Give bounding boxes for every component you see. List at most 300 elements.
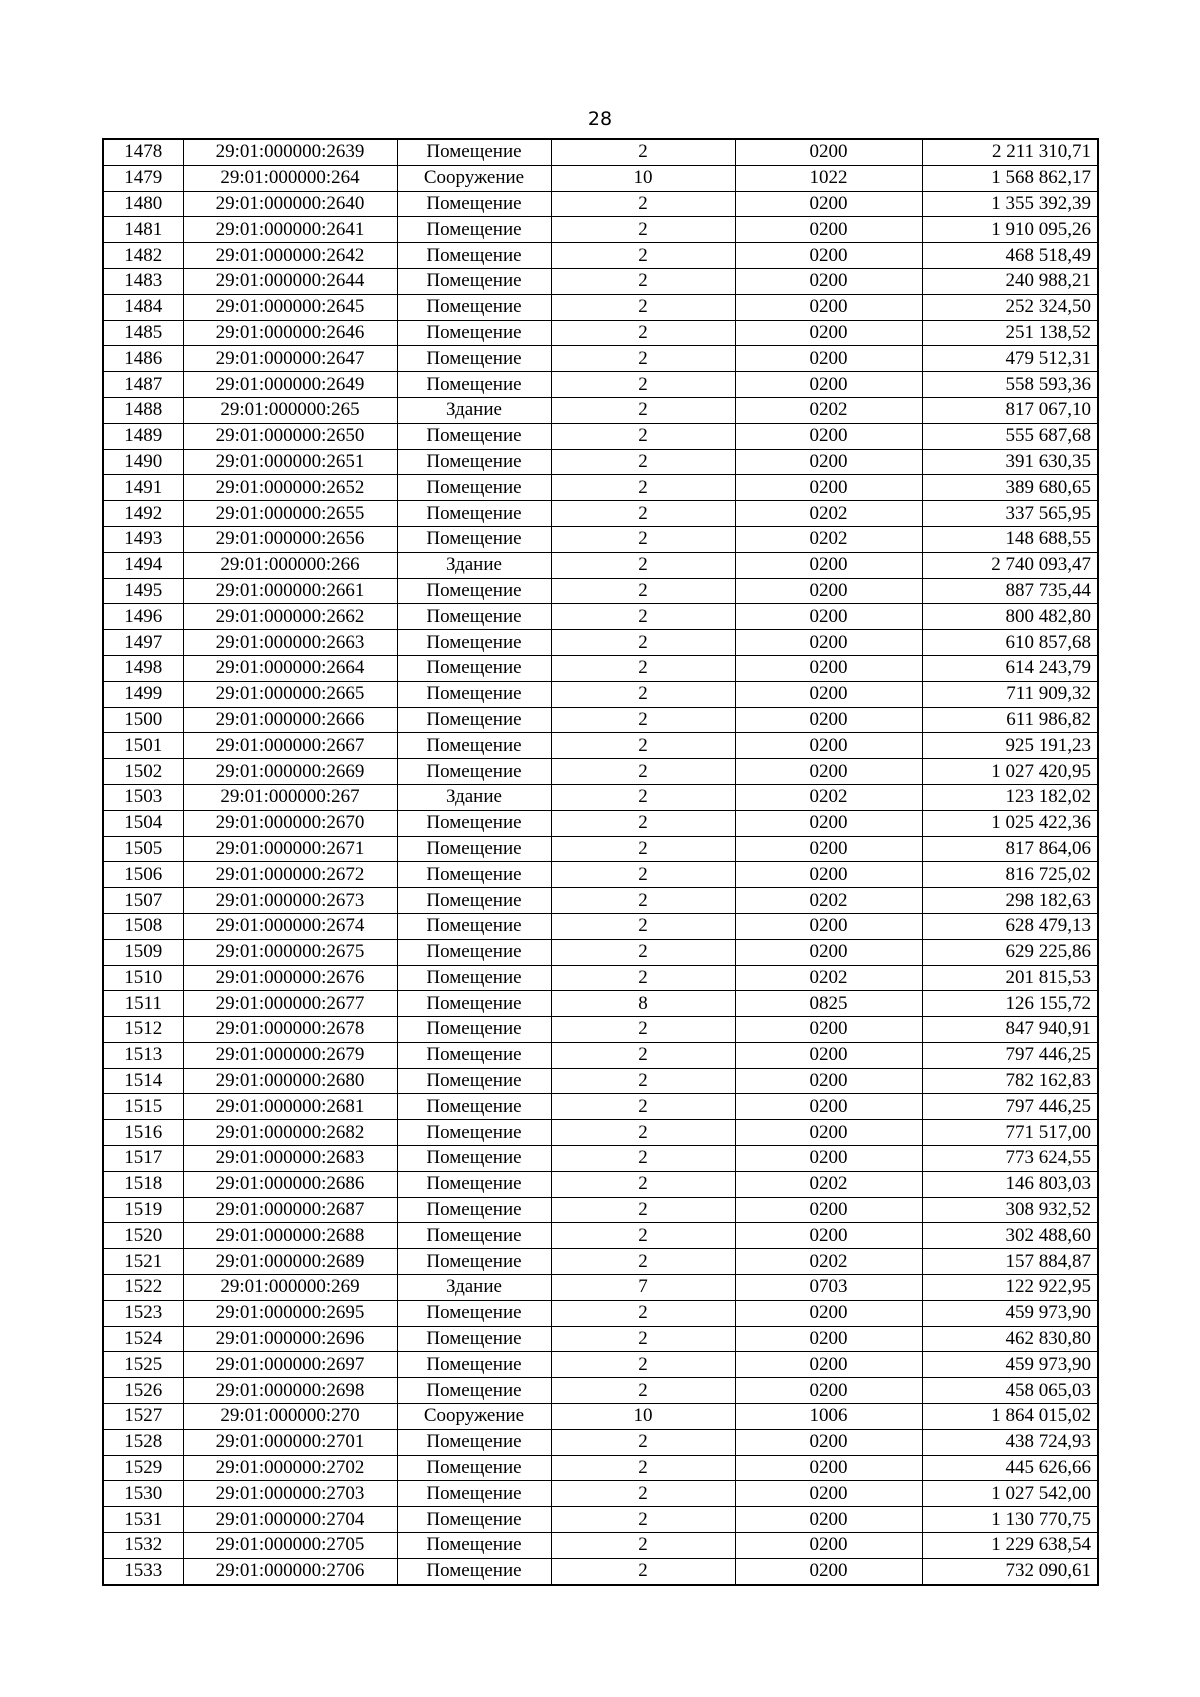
table-row (103, 1378, 1098, 1404)
object-type-cell: Помещение (397, 1429, 551, 1455)
cadastral-value-table (102, 138, 1099, 1586)
cadastral-value-cell: 459 973,90 (922, 1300, 1098, 1326)
cadastral-value-cell: 782 162,83 (922, 1068, 1098, 1094)
cadastral-value-cell: 1 229 638,54 (922, 1533, 1098, 1559)
cadastral-number-cell: 29:01:000000:2647 (183, 346, 397, 372)
table-row (103, 1455, 1098, 1481)
cadastral-number-cell: 29:01:000000:2665 (183, 681, 397, 707)
cadastral-number-cell: 29:01:000000:2683 (183, 1146, 397, 1172)
cadastral-number-cell: 29:01:000000:2673 (183, 888, 397, 914)
cadastral-number-cell: 29:01:000000:2675 (183, 939, 397, 965)
subgroup-code-cell: 0200 (735, 243, 922, 269)
cadastral-number-cell: 29:01:000000:2669 (183, 759, 397, 785)
subgroup-code-cell: 0202 (735, 888, 922, 914)
page-number: 28 (587, 108, 613, 130)
group-cell: 2 (551, 346, 735, 372)
group-cell: 2 (551, 1507, 735, 1533)
table-row (103, 1481, 1098, 1507)
cadastral-number-cell: 29:01:000000:2649 (183, 372, 397, 398)
object-type-cell: Помещение (397, 1249, 551, 1275)
cadastral-number-cell: 29:01:000000:2663 (183, 630, 397, 656)
object-type-cell: Помещение (397, 1507, 551, 1533)
row-number-cell: 1520 (103, 1223, 183, 1249)
cadastral-number-cell: 29:01:000000:2682 (183, 1120, 397, 1146)
row-number-cell: 1519 (103, 1197, 183, 1223)
object-type-cell: Помещение (397, 1378, 551, 1404)
cadastral-value-cell: 391 630,35 (922, 449, 1098, 475)
table-row (103, 501, 1098, 527)
row-number-cell: 1522 (103, 1275, 183, 1301)
subgroup-code-cell: 0200 (735, 862, 922, 888)
cadastral-number-cell: 29:01:000000:2677 (183, 991, 397, 1017)
row-number-cell: 1527 (103, 1404, 183, 1430)
row-number-cell: 1525 (103, 1352, 183, 1378)
object-type-cell: Помещение (397, 1558, 551, 1584)
cadastral-value-cell: 1 027 542,00 (922, 1481, 1098, 1507)
subgroup-code-cell: 0200 (735, 475, 922, 501)
subgroup-code-cell: 0202 (735, 784, 922, 810)
table-row (103, 1533, 1098, 1559)
object-type-cell: Помещение (397, 965, 551, 991)
cadastral-value-cell: 629 225,86 (922, 939, 1098, 965)
cadastral-number-cell: 29:01:000000:2645 (183, 294, 397, 320)
group-cell: 2 (551, 423, 735, 449)
cadastral-value-cell: 462 830,80 (922, 1326, 1098, 1352)
object-type-cell: Помещение (397, 1481, 551, 1507)
table-row (103, 1223, 1098, 1249)
row-number-cell: 1509 (103, 939, 183, 965)
row-number-cell: 1512 (103, 1017, 183, 1043)
object-type-cell: Помещение (397, 346, 551, 372)
subgroup-code-cell: 0200 (735, 681, 922, 707)
table-row (103, 578, 1098, 604)
cadastral-value-cell: 308 932,52 (922, 1197, 1098, 1223)
table-row (103, 939, 1098, 965)
subgroup-code-cell: 0200 (735, 139, 922, 165)
table-row (103, 320, 1098, 346)
table-row (103, 759, 1098, 785)
object-type-cell: Помещение (397, 578, 551, 604)
cadastral-value-cell: 157 884,87 (922, 1249, 1098, 1275)
cadastral-value-cell: 847 940,91 (922, 1017, 1098, 1043)
object-type-cell: Сооружение (397, 1404, 551, 1430)
group-cell: 2 (551, 139, 735, 165)
cadastral-number-cell: 29:01:000000:270 (183, 1404, 397, 1430)
row-number-cell: 1498 (103, 655, 183, 681)
cadastral-number-cell: 29:01:000000:2697 (183, 1352, 397, 1378)
row-number-cell: 1518 (103, 1171, 183, 1197)
group-cell: 2 (551, 655, 735, 681)
cadastral-number-cell: 29:01:000000:2641 (183, 217, 397, 243)
table-row (103, 191, 1098, 217)
cadastral-number-cell: 29:01:000000:2664 (183, 655, 397, 681)
table-row (103, 604, 1098, 630)
subgroup-code-cell: 0200 (735, 423, 922, 449)
subgroup-code-cell: 0200 (735, 552, 922, 578)
subgroup-code-cell: 0200 (735, 913, 922, 939)
row-number-cell: 1489 (103, 423, 183, 449)
cadastral-value-cell: 2 740 093,47 (922, 552, 1098, 578)
group-cell: 2 (551, 217, 735, 243)
cadastral-value-cell: 123 182,02 (922, 784, 1098, 810)
object-type-cell: Помещение (397, 320, 551, 346)
table-row (103, 1017, 1098, 1043)
subgroup-code-cell: 0200 (735, 733, 922, 759)
table-row (103, 1094, 1098, 1120)
object-type-cell: Помещение (397, 1017, 551, 1043)
group-cell: 2 (551, 501, 735, 527)
subgroup-code-cell: 0200 (735, 604, 922, 630)
row-number-cell: 1505 (103, 836, 183, 862)
row-number-cell: 1484 (103, 294, 183, 320)
cadastral-number-cell: 29:01:000000:267 (183, 784, 397, 810)
table-row (103, 655, 1098, 681)
table-row (103, 991, 1098, 1017)
cadastral-number-cell: 29:01:000000:2672 (183, 862, 397, 888)
cadastral-value-cell: 1 864 015,02 (922, 1404, 1098, 1430)
cadastral-value-cell: 1 568 862,17 (922, 165, 1098, 191)
group-cell: 2 (551, 733, 735, 759)
cadastral-value-cell: 797 446,25 (922, 1042, 1098, 1068)
group-cell: 2 (551, 1171, 735, 1197)
cadastral-number-cell: 29:01:000000:2706 (183, 1558, 397, 1584)
subgroup-code-cell: 0200 (735, 1533, 922, 1559)
cadastral-value-cell: 1 027 420,95 (922, 759, 1098, 785)
group-cell: 2 (551, 604, 735, 630)
group-cell: 2 (551, 397, 735, 423)
cadastral-number-cell: 29:01:000000:2666 (183, 707, 397, 733)
group-cell: 2 (551, 1558, 735, 1584)
group-cell: 2 (551, 1429, 735, 1455)
table-row (103, 1120, 1098, 1146)
subgroup-code-cell: 0200 (735, 1146, 922, 1172)
object-type-cell: Помещение (397, 1042, 551, 1068)
subgroup-code-cell: 0200 (735, 372, 922, 398)
object-type-cell: Помещение (397, 1197, 551, 1223)
row-number-cell: 1507 (103, 888, 183, 914)
cadastral-number-cell: 29:01:000000:2701 (183, 1429, 397, 1455)
object-type-cell: Помещение (397, 475, 551, 501)
cadastral-value-cell: 1 025 422,36 (922, 810, 1098, 836)
object-type-cell: Помещение (397, 655, 551, 681)
cadastral-number-cell: 29:01:000000:2679 (183, 1042, 397, 1068)
object-type-cell: Помещение (397, 888, 551, 914)
row-number-cell: 1511 (103, 991, 183, 1017)
table-row (103, 165, 1098, 191)
cadastral-value-cell: 555 687,68 (922, 423, 1098, 449)
subgroup-code-cell: 1006 (735, 1404, 922, 1430)
cadastral-value-cell: 302 488,60 (922, 1223, 1098, 1249)
table-row (103, 423, 1098, 449)
group-cell: 2 (551, 578, 735, 604)
group-cell: 2 (551, 1068, 735, 1094)
cadastral-value-cell: 251 138,52 (922, 320, 1098, 346)
cadastral-number-cell: 29:01:000000:2704 (183, 1507, 397, 1533)
table-row (103, 784, 1098, 810)
object-type-cell: Помещение (397, 268, 551, 294)
group-cell: 2 (551, 1533, 735, 1559)
row-number-cell: 1480 (103, 191, 183, 217)
object-type-cell: Помещение (397, 1146, 551, 1172)
row-number-cell: 1524 (103, 1326, 183, 1352)
group-cell: 2 (551, 939, 735, 965)
cadastral-value-cell: 887 735,44 (922, 578, 1098, 604)
group-cell: 2 (551, 965, 735, 991)
cadastral-number-cell: 29:01:000000:2676 (183, 965, 397, 991)
table-row (103, 630, 1098, 656)
cadastral-value-cell: 816 725,02 (922, 862, 1098, 888)
group-cell: 2 (551, 1352, 735, 1378)
table-row (103, 836, 1098, 862)
subgroup-code-cell: 1022 (735, 165, 922, 191)
group-cell: 2 (551, 913, 735, 939)
group-cell: 2 (551, 1223, 735, 1249)
row-number-cell: 1517 (103, 1146, 183, 1172)
table-row (103, 1171, 1098, 1197)
subgroup-code-cell: 0200 (735, 1120, 922, 1146)
subgroup-code-cell: 0200 (735, 630, 922, 656)
cadastral-value-cell: 817 067,10 (922, 397, 1098, 423)
cadastral-number-cell: 29:01:000000:2705 (183, 1533, 397, 1559)
cadastral-number-cell: 29:01:000000:2702 (183, 1455, 397, 1481)
group-cell: 2 (551, 1378, 735, 1404)
group-cell: 2 (551, 1197, 735, 1223)
object-type-cell: Помещение (397, 1171, 551, 1197)
row-number-cell: 1531 (103, 1507, 183, 1533)
row-number-cell: 1482 (103, 243, 183, 269)
cadastral-number-cell: 29:01:000000:2667 (183, 733, 397, 759)
table-row (103, 681, 1098, 707)
object-type-cell: Помещение (397, 1533, 551, 1559)
subgroup-code-cell: 0200 (735, 1042, 922, 1068)
cadastral-value-cell: 2 211 310,71 (922, 139, 1098, 165)
group-cell: 2 (551, 320, 735, 346)
table-row (103, 372, 1098, 398)
subgroup-code-cell: 0200 (735, 939, 922, 965)
subgroup-code-cell: 0200 (735, 1197, 922, 1223)
cadastral-value-cell: 558 593,36 (922, 372, 1098, 398)
cadastral-value-cell: 1 910 095,26 (922, 217, 1098, 243)
row-number-cell: 1501 (103, 733, 183, 759)
cadastral-value-cell: 771 517,00 (922, 1120, 1098, 1146)
row-number-cell: 1487 (103, 372, 183, 398)
table-row (103, 139, 1098, 165)
group-cell: 2 (551, 1481, 735, 1507)
subgroup-code-cell: 0200 (735, 810, 922, 836)
cadastral-value-cell: 337 565,95 (922, 501, 1098, 527)
group-cell: 2 (551, 810, 735, 836)
group-cell: 2 (551, 372, 735, 398)
cadastral-number-cell: 29:01:000000:2644 (183, 268, 397, 294)
cadastral-number-cell: 29:01:000000:2639 (183, 139, 397, 165)
object-type-cell: Помещение (397, 991, 551, 1017)
subgroup-code-cell: 0202 (735, 397, 922, 423)
object-type-cell: Помещение (397, 630, 551, 656)
cadastral-number-cell: 29:01:000000:2652 (183, 475, 397, 501)
subgroup-code-cell: 0825 (735, 991, 922, 1017)
row-number-cell: 1526 (103, 1378, 183, 1404)
row-number-cell: 1510 (103, 965, 183, 991)
cadastral-number-cell: 29:01:000000:2689 (183, 1249, 397, 1275)
subgroup-code-cell: 0200 (735, 1068, 922, 1094)
object-type-cell: Помещение (397, 526, 551, 552)
cadastral-number-cell: 29:01:000000:2671 (183, 836, 397, 862)
row-number-cell: 1497 (103, 630, 183, 656)
table-row (103, 294, 1098, 320)
cadastral-number-cell: 29:01:000000:2696 (183, 1326, 397, 1352)
cadastral-value-cell: 458 065,03 (922, 1378, 1098, 1404)
cadastral-value-cell: 773 624,55 (922, 1146, 1098, 1172)
cadastral-value-cell: 614 243,79 (922, 655, 1098, 681)
table-row (103, 449, 1098, 475)
subgroup-code-cell: 0202 (735, 1249, 922, 1275)
row-number-cell: 1493 (103, 526, 183, 552)
object-type-cell: Помещение (397, 707, 551, 733)
group-cell: 2 (551, 1249, 735, 1275)
subgroup-code-cell: 0200 (735, 655, 922, 681)
group-cell: 2 (551, 1326, 735, 1352)
table-row (103, 243, 1098, 269)
row-number-cell: 1521 (103, 1249, 183, 1275)
table-row (103, 1352, 1098, 1378)
group-cell: 2 (551, 1146, 735, 1172)
table-row (103, 1275, 1098, 1301)
subgroup-code-cell: 0200 (735, 1094, 922, 1120)
cadastral-number-cell: 29:01:000000:2680 (183, 1068, 397, 1094)
object-type-cell: Помещение (397, 1223, 551, 1249)
table-row (103, 1507, 1098, 1533)
group-cell: 2 (551, 526, 735, 552)
subgroup-code-cell: 0200 (735, 1507, 922, 1533)
object-type-cell: Помещение (397, 1326, 551, 1352)
cadastral-value-cell: 797 446,25 (922, 1094, 1098, 1120)
cadastral-number-cell: 29:01:000000:2655 (183, 501, 397, 527)
subgroup-code-cell: 0202 (735, 1171, 922, 1197)
cadastral-value-cell: 148 688,55 (922, 526, 1098, 552)
group-cell: 2 (551, 475, 735, 501)
cadastral-value-cell: 201 815,53 (922, 965, 1098, 991)
subgroup-code-cell: 0200 (735, 759, 922, 785)
cadastral-number-cell: 29:01:000000:2642 (183, 243, 397, 269)
cadastral-number-cell: 29:01:000000:2698 (183, 1378, 397, 1404)
table-row (103, 913, 1098, 939)
row-number-cell: 1530 (103, 1481, 183, 1507)
cadastral-value-cell: 389 680,65 (922, 475, 1098, 501)
table-row (103, 1249, 1098, 1275)
object-type-cell: Здание (397, 397, 551, 423)
row-number-cell: 1478 (103, 139, 183, 165)
object-type-cell: Помещение (397, 604, 551, 630)
subgroup-code-cell: 0200 (735, 1481, 922, 1507)
subgroup-code-cell: 0200 (735, 268, 922, 294)
subgroup-code-cell: 0200 (735, 346, 922, 372)
cadastral-number-cell: 29:01:000000:2686 (183, 1171, 397, 1197)
object-type-cell: Помещение (397, 1068, 551, 1094)
cadastral-number-cell: 29:01:000000:2695 (183, 1300, 397, 1326)
table-row (103, 526, 1098, 552)
object-type-cell: Помещение (397, 1120, 551, 1146)
subgroup-code-cell: 0202 (735, 501, 922, 527)
group-cell: 2 (551, 243, 735, 269)
object-type-cell: Помещение (397, 810, 551, 836)
table-row (103, 733, 1098, 759)
object-type-cell: Помещение (397, 1094, 551, 1120)
cadastral-value-cell: 298 182,63 (922, 888, 1098, 914)
cadastral-value-cell: 459 973,90 (922, 1352, 1098, 1378)
cadastral-value-cell: 925 191,23 (922, 733, 1098, 759)
subgroup-code-cell: 0200 (735, 1558, 922, 1584)
row-number-cell: 1506 (103, 862, 183, 888)
cadastral-value-cell: 732 090,61 (922, 1558, 1098, 1584)
row-number-cell: 1529 (103, 1455, 183, 1481)
subgroup-code-cell: 0200 (735, 578, 922, 604)
subgroup-code-cell: 0200 (735, 1429, 922, 1455)
group-cell: 2 (551, 552, 735, 578)
cadastral-value-cell: 146 803,03 (922, 1171, 1098, 1197)
row-number-cell: 1492 (103, 501, 183, 527)
cadastral-number-cell: 29:01:000000:2661 (183, 578, 397, 604)
object-type-cell: Помещение (397, 681, 551, 707)
cadastral-value-cell: 126 155,72 (922, 991, 1098, 1017)
row-number-cell: 1500 (103, 707, 183, 733)
group-cell: 2 (551, 630, 735, 656)
row-number-cell: 1504 (103, 810, 183, 836)
object-type-cell: Здание (397, 784, 551, 810)
row-number-cell: 1523 (103, 1300, 183, 1326)
subgroup-code-cell: 0200 (735, 1378, 922, 1404)
group-cell: 10 (551, 1404, 735, 1430)
cadastral-number-cell: 29:01:000000:2703 (183, 1481, 397, 1507)
cadastral-number-cell: 29:01:000000:2662 (183, 604, 397, 630)
table-row (103, 1146, 1098, 1172)
object-type-cell: Помещение (397, 501, 551, 527)
table-row (103, 1300, 1098, 1326)
table-row (103, 1326, 1098, 1352)
cadastral-number-cell: 29:01:000000:2674 (183, 913, 397, 939)
row-number-cell: 1502 (103, 759, 183, 785)
cadastral-value-cell: 479 512,31 (922, 346, 1098, 372)
row-number-cell: 1490 (103, 449, 183, 475)
object-type-cell: Помещение (397, 139, 551, 165)
group-cell: 10 (551, 165, 735, 191)
cadastral-number-cell: 29:01:000000:2646 (183, 320, 397, 346)
cadastral-number-cell: 29:01:000000:2656 (183, 526, 397, 552)
cadastral-number-cell: 29:01:000000:266 (183, 552, 397, 578)
row-number-cell: 1491 (103, 475, 183, 501)
cadastral-number-cell: 29:01:000000:2687 (183, 1197, 397, 1223)
cadastral-value-cell: 468 518,49 (922, 243, 1098, 269)
subgroup-code-cell: 0200 (735, 320, 922, 346)
group-cell: 2 (551, 862, 735, 888)
cadastral-number-cell: 29:01:000000:2681 (183, 1094, 397, 1120)
object-type-cell: Помещение (397, 862, 551, 888)
subgroup-code-cell: 0200 (735, 1352, 922, 1378)
object-type-cell: Помещение (397, 217, 551, 243)
row-number-cell: 1481 (103, 217, 183, 243)
row-number-cell: 1516 (103, 1120, 183, 1146)
cadastral-number-cell: 29:01:000000:2688 (183, 1223, 397, 1249)
table-row (103, 1197, 1098, 1223)
table-row (103, 1068, 1098, 1094)
group-cell: 2 (551, 681, 735, 707)
object-type-cell: Помещение (397, 191, 551, 217)
cadastral-value-cell: 122 922,95 (922, 1275, 1098, 1301)
subgroup-code-cell: 0200 (735, 449, 922, 475)
subgroup-code-cell: 0200 (735, 1455, 922, 1481)
table-row (103, 965, 1098, 991)
group-cell: 2 (551, 1120, 735, 1146)
row-number-cell: 1513 (103, 1042, 183, 1068)
